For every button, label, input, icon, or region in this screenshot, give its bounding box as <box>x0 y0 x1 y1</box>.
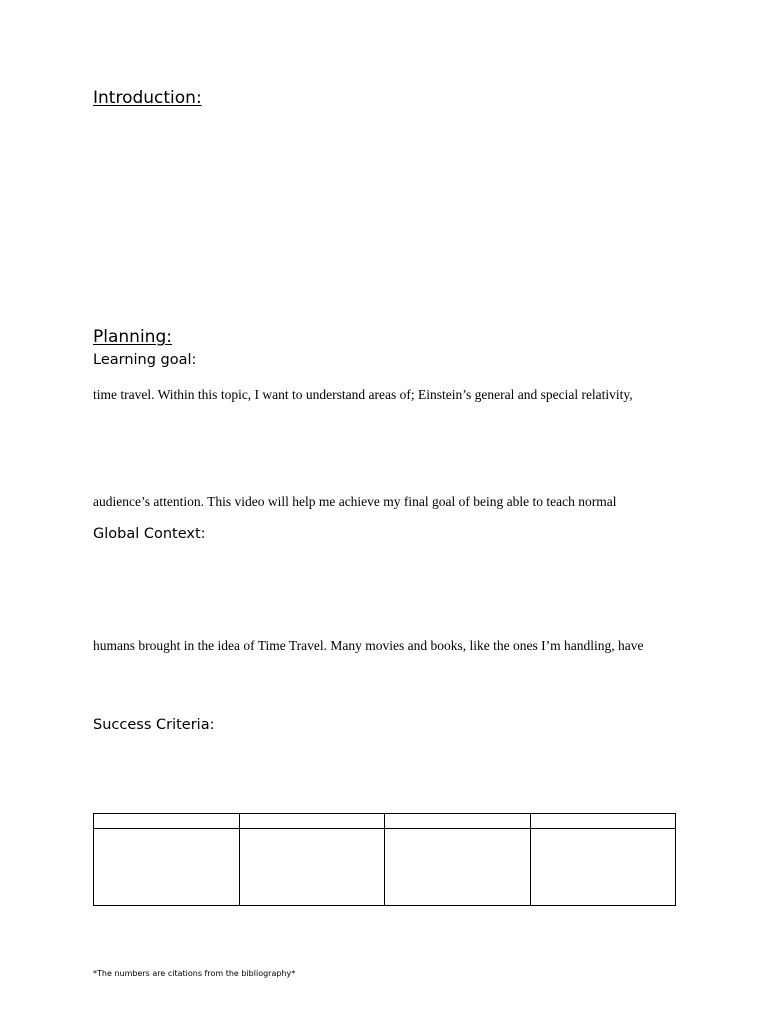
global-context-text-line-1: humans brought in the idea of Time Travel. Many movies and books, like the ones I’m handling, have <box>93 638 644 653</box>
planning-heading: Planning: <box>93 327 172 347</box>
table-row <box>94 814 676 829</box>
learning-goal-text-line-2: audience’s attention. This video will help me achieve my final goal of being able to teach normal <box>93 494 617 509</box>
learning-goal-heading: Learning goal: <box>93 352 197 368</box>
table-cell <box>530 829 676 906</box>
global-context-heading: Global Context: <box>93 526 206 542</box>
table-row <box>94 829 676 906</box>
table-cell <box>530 814 676 829</box>
table-cell <box>385 829 531 906</box>
table-cell <box>94 829 240 906</box>
success-criteria-heading: Success Criteria: <box>93 717 215 733</box>
learning-goal-text-line-1: time travel. Within this topic, I want to understand areas of; Einstein’s general and special relativity, <box>93 387 633 402</box>
table-cell <box>239 829 385 906</box>
success-criteria-table <box>93 813 676 906</box>
table-cell <box>385 814 531 829</box>
table-cell <box>94 814 240 829</box>
introduction-heading: Introduction: <box>93 88 202 108</box>
table-cell <box>239 814 385 829</box>
citation-footnote: *The numbers are citations from the bibliography* <box>93 969 296 978</box>
